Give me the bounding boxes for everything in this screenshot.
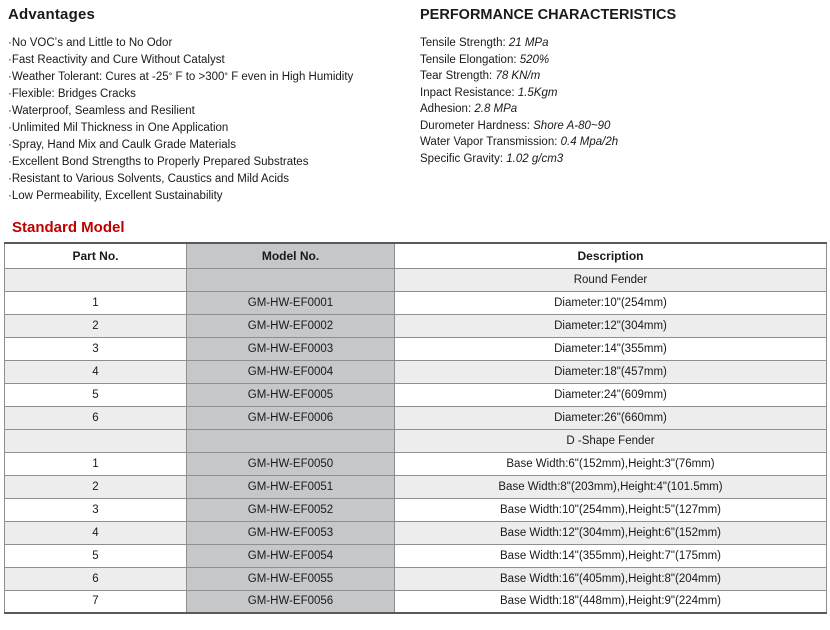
standard-model-table — [4, 242, 827, 614]
performance-label: Tear Strength: — [420, 70, 496, 82]
table-row — [5, 291, 827, 314]
cell-description: Base Width:14"(355mm),Height:7"(175mm) — [395, 544, 827, 567]
cell-part-no: 1 — [5, 291, 187, 314]
cell-description: Diameter:18"(457mm) — [395, 360, 827, 383]
cell-part-no: 1 — [5, 452, 187, 475]
performance-title: PERFORMANCE CHARACTERISTICS — [420, 7, 677, 23]
cell-model-no: GM-HW-EF0001 — [187, 291, 395, 314]
advantage-item — [8, 86, 420, 103]
advantage-item — [8, 137, 420, 154]
advantage-item — [8, 154, 420, 171]
advantage-text: Waterproof, Seamless and Resilient — [11, 105, 195, 117]
cell-part-no: 2 — [5, 314, 187, 337]
group-spacer-cell — [187, 429, 395, 452]
performance-item — [420, 68, 830, 85]
performance-item — [420, 151, 830, 168]
performance-value: 1.02 g/cm3 — [506, 152, 564, 165]
advantage-item — [8, 69, 420, 86]
group-spacer-cell — [5, 429, 187, 452]
table-row — [5, 360, 827, 383]
cell-model-no: GM-HW-EF0006 — [187, 406, 395, 429]
performance-item — [420, 85, 830, 102]
advantage-text: Spray, Hand Mix and Caulk Grade Materials — [11, 139, 236, 151]
cell-part-no: 5 — [5, 544, 187, 567]
cell-model-no: GM-HW-EF0052 — [187, 498, 395, 521]
bullet-icon: · — [8, 173, 12, 185]
performance-item — [420, 118, 830, 135]
cell-model-no: GM-HW-EF0055 — [187, 567, 395, 590]
table-group-row — [5, 268, 827, 291]
cell-part-no: 7 — [5, 590, 187, 613]
advantage-item — [8, 35, 420, 52]
performance-value: 0.4 Mpa/2h — [560, 136, 619, 148]
table-row — [5, 314, 827, 337]
performance-item — [420, 35, 830, 52]
table-row — [5, 337, 827, 360]
table-row — [5, 567, 827, 590]
cell-model-no: GM-HW-EF0053 — [187, 521, 395, 544]
performance-label: Adhesion: — [420, 103, 475, 115]
table-row — [5, 590, 827, 613]
cell-part-no: 6 — [5, 567, 187, 590]
advantages-list — [8, 35, 420, 205]
cell-part-no: 4 — [5, 360, 187, 383]
bullet-icon: · — [8, 122, 12, 134]
performance-item — [420, 52, 830, 69]
performance-column — [420, 4, 830, 205]
table-row — [5, 475, 827, 498]
performance-item — [420, 101, 830, 118]
bullet-icon: · — [8, 88, 12, 100]
advantage-item — [8, 188, 420, 205]
column-header-model-no: Model No. — [187, 243, 395, 268]
group-title-cell: D -Shape Fender — [395, 429, 827, 452]
table-body — [5, 268, 827, 613]
cell-part-no: 5 — [5, 383, 187, 406]
cell-description: Diameter:10"(254mm) — [395, 291, 827, 314]
advantage-text: Fast Reactivity and Cure Without Catalyst — [11, 54, 225, 66]
advantage-text: Low Permeability, Excellent Sustainability — [11, 190, 223, 202]
performance-label: Durometer Hardness: — [420, 119, 534, 132]
cell-part-no: 4 — [5, 521, 187, 544]
group-title-cell: Round Fender — [395, 268, 827, 291]
cell-model-no: GM-HW-EF0005 — [187, 383, 395, 406]
table-group-row — [5, 429, 827, 452]
advantage-text: Resistant to Various Solvents, Caustics and Mild Acids — [11, 173, 290, 185]
bullet-icon: · — [8, 156, 12, 168]
column-header-description: Description — [395, 243, 827, 268]
table-header-row — [5, 243, 827, 268]
table-row — [5, 383, 827, 406]
cell-model-no: GM-HW-EF0004 — [187, 360, 395, 383]
advantage-text: Weather Tolerant: Cures at -25° F to >300° F even in High Humidity — [11, 71, 354, 83]
degree-symbol: ° — [224, 71, 228, 81]
cell-model-no: GM-HW-EF0054 — [187, 544, 395, 567]
advantage-text: Unlimited Mil Thickness in One Application — [11, 122, 229, 134]
advantages-title: Advantages — [8, 6, 96, 23]
standard-model-table-wrap — [0, 242, 830, 614]
cell-description: Base Width:8"(203mm),Height:4"(101.5mm) — [395, 475, 827, 498]
performance-label: Specific Gravity: — [420, 152, 507, 165]
table-row — [5, 544, 827, 567]
advantage-text: Flexible: Bridges Cracks — [11, 88, 136, 100]
column-header-part-no: Part No. — [5, 243, 187, 268]
cell-part-no: 6 — [5, 406, 187, 429]
bullet-icon: · — [8, 190, 12, 202]
group-spacer-cell — [187, 268, 395, 291]
performance-value: 520% — [519, 53, 550, 66]
advantage-item — [8, 171, 420, 188]
top-section — [0, 0, 830, 205]
table-row — [5, 498, 827, 521]
bullet-icon: · — [8, 37, 12, 49]
cell-description: Diameter:24"(609mm) — [395, 383, 827, 406]
performance-label: Tensile Elongation: — [420, 53, 520, 66]
performance-value: 1.5Kgm — [517, 86, 558, 99]
advantage-text: Excellent Bond Strengths to Properly Prepared Substrates — [11, 156, 309, 168]
bullet-icon: · — [8, 105, 12, 117]
cell-description: Base Width:18"(448mm),Height:9"(224mm) — [395, 590, 827, 613]
table-row — [5, 452, 827, 475]
cell-model-no: GM-HW-EF0051 — [187, 475, 395, 498]
cell-description: Base Width:12"(304mm),Height:6"(152mm) — [395, 521, 827, 544]
cell-part-no: 3 — [5, 337, 187, 360]
cell-description: Base Width:16"(405mm),Height:8"(204mm) — [395, 567, 827, 590]
advantage-item — [8, 120, 420, 137]
advantage-text: No VOCʼs and Little to No Odor — [11, 37, 173, 49]
performance-value: 78 KN/m — [495, 70, 541, 82]
bullet-icon: · — [8, 54, 12, 66]
cell-part-no: 2 — [5, 475, 187, 498]
performance-value: 21 MPa — [508, 37, 549, 49]
advantage-item — [8, 103, 420, 120]
cell-description: Base Width:10"(254mm),Height:5"(127mm) — [395, 498, 827, 521]
cell-model-no: GM-HW-EF0002 — [187, 314, 395, 337]
cell-description: Diameter:26"(660mm) — [395, 406, 827, 429]
advantages-column — [0, 4, 420, 205]
table-head — [5, 243, 827, 268]
performance-value: Shore A-80~90 — [533, 119, 611, 132]
cell-model-no: GM-HW-EF0050 — [187, 452, 395, 475]
bullet-icon: · — [8, 139, 12, 151]
performance-value: 2.8 MPa — [474, 103, 518, 115]
table-row — [5, 521, 827, 544]
cell-model-no: GM-HW-EF0056 — [187, 590, 395, 613]
degree-symbol: ° — [168, 71, 173, 81]
performance-list — [420, 35, 830, 167]
advantage-item — [8, 52, 420, 69]
performance-label: Water Vapor Transmission: — [420, 136, 561, 148]
cell-part-no: 3 — [5, 498, 187, 521]
cell-description: Diameter:12"(304mm) — [395, 314, 827, 337]
performance-label: Tensile Strength: — [420, 37, 509, 49]
cell-description: Base Width:6"(152mm),Height:3"(76mm) — [395, 452, 827, 475]
group-spacer-cell — [5, 268, 187, 291]
table-row — [5, 406, 827, 429]
cell-model-no: GM-HW-EF0003 — [187, 337, 395, 360]
performance-item — [420, 134, 830, 151]
cell-description: Diameter:14"(355mm) — [395, 337, 827, 360]
bullet-icon: · — [8, 71, 12, 83]
standard-model-heading: Standard Model — [12, 219, 125, 236]
performance-label: Inpact Resistance: — [420, 86, 518, 99]
